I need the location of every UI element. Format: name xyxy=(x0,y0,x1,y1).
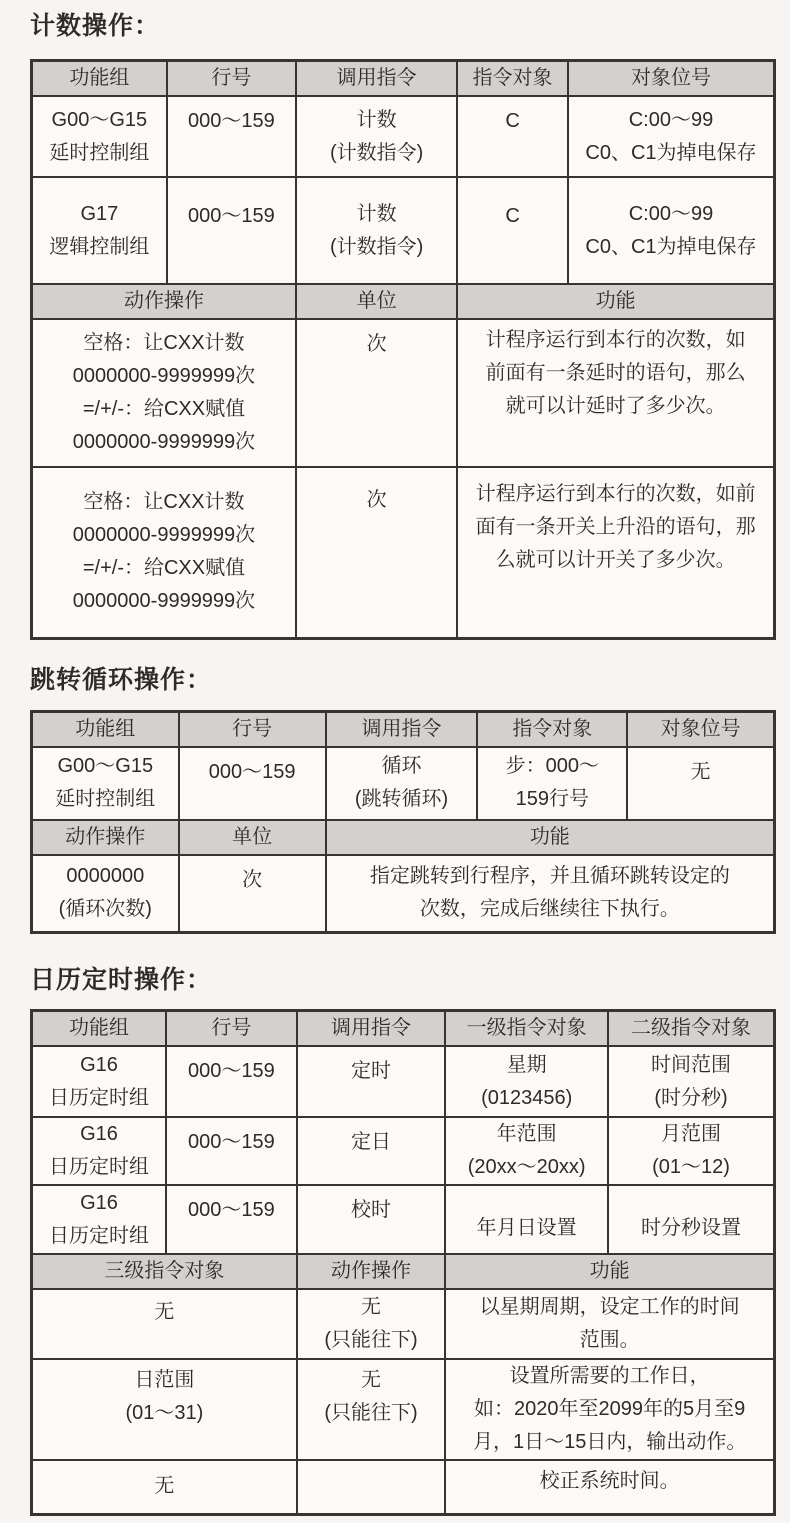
table-header-row xyxy=(32,1254,775,1289)
cell-line: 计程序运行到本行的次数，如前 xyxy=(475,483,756,505)
cell-line: G17 xyxy=(80,202,119,225)
cell-line: 单位 xyxy=(356,290,397,312)
cell xyxy=(296,467,457,638)
cell-line: 0000000-9999999次 xyxy=(72,365,256,387)
table-row xyxy=(32,855,775,933)
cell xyxy=(32,855,179,933)
header-cell xyxy=(179,711,326,747)
cell xyxy=(457,96,568,177)
cell-line: G16 xyxy=(80,1191,118,1214)
cell-line: 延时控制组 xyxy=(55,788,156,810)
table-row xyxy=(32,96,775,177)
cell-line: 无 xyxy=(361,1296,382,1318)
cell-line: 000～159 xyxy=(187,110,275,132)
cell xyxy=(32,1359,297,1460)
cell-line: 对象位号 xyxy=(630,67,711,89)
section-counting xyxy=(30,0,790,640)
header-cell xyxy=(326,820,775,855)
cell xyxy=(32,1046,166,1117)
cell xyxy=(608,1046,774,1117)
cell xyxy=(445,1460,774,1514)
cell-line: 校正系统时间。 xyxy=(539,1470,680,1492)
header-cell xyxy=(445,1011,608,1047)
header-cell xyxy=(32,820,179,855)
cell-line: (只能往下) xyxy=(324,1402,418,1424)
table-header-row xyxy=(32,284,775,319)
cell-line: 000～159 xyxy=(187,1060,275,1082)
cell xyxy=(627,747,774,820)
cell-line: 时分秒设置 xyxy=(641,1217,742,1239)
cell-line: 定时 xyxy=(351,1060,392,1082)
cell-line: 日历定时组 xyxy=(48,1086,149,1109)
cell xyxy=(167,96,296,177)
cell xyxy=(166,1046,297,1117)
cell-line: 行号 xyxy=(211,67,252,89)
cell-line: 次 xyxy=(366,333,387,355)
cell xyxy=(296,96,457,177)
cell-line: 前面有一条延时的语句，那么 xyxy=(485,362,746,384)
cell-line: G00～G15 xyxy=(51,108,148,131)
section-title-calendar-timing: 日历定时操作： xyxy=(30,966,213,994)
table-row xyxy=(32,1460,775,1514)
table-header-row xyxy=(32,820,775,855)
cell-line: (只能往下) xyxy=(324,1329,418,1351)
cell-line: 么就可以计开关了多少次。 xyxy=(495,549,736,571)
header-cell xyxy=(326,711,478,747)
header-cell xyxy=(32,1011,166,1047)
cell-line: 步：000～ xyxy=(505,755,599,777)
cell xyxy=(445,1289,774,1359)
table-row xyxy=(32,177,775,284)
header-cell xyxy=(167,61,296,97)
cell-line: 三级指令对象 xyxy=(104,1260,225,1282)
cell-line: 调用指令 xyxy=(331,1017,412,1039)
cell xyxy=(445,1046,608,1117)
cell xyxy=(32,319,297,467)
cell xyxy=(297,1185,446,1254)
cell-line: 调用指令 xyxy=(336,67,417,89)
cell xyxy=(457,467,774,638)
cell xyxy=(297,1289,446,1359)
cell xyxy=(32,177,167,284)
cell-line: 一级指令对象 xyxy=(466,1017,587,1039)
cell-line: (01～12) xyxy=(652,1156,730,1178)
cell xyxy=(179,747,326,820)
cell-line: 次 xyxy=(242,868,263,891)
header-cell xyxy=(32,1254,297,1289)
header-cell xyxy=(32,711,179,747)
cell-line: 行号 xyxy=(211,1017,252,1039)
cell-line: 计程序运行到本行的次数，如 xyxy=(485,329,746,351)
cell-line: G16 xyxy=(80,1053,118,1076)
header-cell xyxy=(179,820,326,855)
cell-line: 000～159 xyxy=(187,1131,275,1153)
table-row xyxy=(32,747,775,820)
cell xyxy=(326,855,775,933)
cell-line: 指令对象 xyxy=(472,67,553,89)
header-cell xyxy=(608,1011,774,1047)
cell xyxy=(32,467,297,638)
cell xyxy=(32,1289,297,1359)
cell-line: 延时控制组 xyxy=(49,141,150,164)
calendar-timing-table xyxy=(30,1009,776,1516)
cell-line: 无 xyxy=(154,1301,175,1323)
cell-line: 动作操作 xyxy=(331,1260,412,1282)
cell-line: 计数 xyxy=(356,108,397,131)
cell-line: C0、C1为掉电保存 xyxy=(585,141,757,164)
header-cell xyxy=(568,61,775,97)
cell-line: 单位 xyxy=(232,825,273,848)
cell-line: 逻辑控制组 xyxy=(49,235,150,258)
cell xyxy=(457,319,774,467)
cell-line: =/+/-：给CXX赋值 xyxy=(82,398,246,420)
cell xyxy=(166,1117,297,1185)
cell-line: 计数 xyxy=(356,202,397,225)
cell xyxy=(296,177,457,284)
cell-line: 无 xyxy=(154,1475,175,1498)
cell-line: 二级指令对象 xyxy=(631,1017,752,1039)
cell-line: (循环次数) xyxy=(58,898,152,921)
cell-line: C:00～99 xyxy=(628,202,714,225)
header-cell xyxy=(296,61,457,97)
cell-line: (计数指令) xyxy=(329,235,424,258)
cell-line: G16 xyxy=(80,1123,118,1145)
cell-line: (0123456) xyxy=(481,1086,573,1109)
cell-line: 面有一条开关上升沿的语句，那 xyxy=(475,516,756,538)
cell xyxy=(445,1185,608,1254)
cell-line: 以星期周期，设定工作的时间 xyxy=(479,1296,740,1318)
header-cell xyxy=(32,284,297,319)
cell-line: 功能组 xyxy=(69,67,130,89)
header-cell xyxy=(296,284,457,319)
cell xyxy=(166,1185,297,1254)
cell xyxy=(32,1460,297,1514)
cell-line: 月范围 xyxy=(661,1123,722,1145)
cell-line: 159行号 xyxy=(515,788,589,810)
cell xyxy=(297,1460,446,1514)
cell-line: 循环 xyxy=(381,755,422,777)
cell-line: (20xx～20xx) xyxy=(467,1156,586,1178)
table-header-row xyxy=(32,61,775,97)
cell xyxy=(296,319,457,467)
cell-line: 无 xyxy=(361,1369,382,1391)
table-row xyxy=(32,1185,775,1254)
cell xyxy=(297,1117,446,1185)
cell xyxy=(32,96,167,177)
cell-line: 0000000-9999999次 xyxy=(72,590,256,613)
table-row xyxy=(32,1117,775,1185)
header-cell xyxy=(627,711,774,747)
header-cell xyxy=(297,1011,446,1047)
cell-line: C0、C1为掉电保存 xyxy=(585,235,757,258)
cell-line: G00～G15 xyxy=(57,755,154,777)
cell xyxy=(297,1046,446,1117)
table-row xyxy=(32,467,775,638)
cell-line: 对象位号 xyxy=(660,717,741,740)
cell-line: 功能组 xyxy=(68,1017,129,1039)
cell xyxy=(608,1117,774,1185)
cell-line: 指定跳转到行程序，并且循环跳转设定的 xyxy=(369,865,730,888)
cell xyxy=(457,177,568,284)
cell-line: 设置所需要的工作日， xyxy=(509,1365,710,1387)
table-header-row xyxy=(32,1011,775,1047)
cell xyxy=(179,855,326,933)
cell-line: 星期 xyxy=(506,1053,547,1076)
cell-line: 调用指令 xyxy=(361,717,442,740)
cell-line: 行号 xyxy=(232,717,273,740)
cell-line: 空格：让CXX计数 xyxy=(83,491,245,514)
header-cell xyxy=(457,284,774,319)
cell-line: 定日 xyxy=(351,1131,392,1153)
cell-line: 就可以计延时了多少次。 xyxy=(505,395,726,417)
cell xyxy=(568,96,775,177)
cell-line: 动作操作 xyxy=(65,825,146,848)
header-cell xyxy=(445,1254,774,1289)
cell-line: 000～159 xyxy=(208,760,296,783)
cell xyxy=(445,1359,774,1460)
cell xyxy=(167,177,296,284)
cell-line: 指令对象 xyxy=(512,717,593,740)
section-title-counting: 计数操作： xyxy=(30,12,161,40)
header-cell xyxy=(477,711,627,747)
cell-line: 000～159 xyxy=(187,205,275,227)
header-cell xyxy=(457,61,568,97)
table-row xyxy=(32,319,775,467)
cell-line: 次 xyxy=(366,489,387,511)
table-row xyxy=(32,1289,775,1359)
cell xyxy=(326,747,478,820)
header-cell xyxy=(166,1011,297,1047)
cell-line: 日历定时组 xyxy=(48,1156,149,1178)
section-title-jump-loop: 跳转循环操作： xyxy=(30,665,213,694)
cell-line: 日范围 xyxy=(134,1369,195,1391)
cell-line: C xyxy=(505,205,520,227)
cell-line: 0000000-9999999次 xyxy=(72,431,256,453)
cell-line: 功能 xyxy=(529,825,570,848)
cell-line: 月，1日～15日内，输出动作。 xyxy=(472,1431,747,1453)
cell-line: 0000000 xyxy=(66,865,145,888)
cell-line: 年范围 xyxy=(496,1123,557,1145)
cell-line: 次数，完成后继续往下执行。 xyxy=(419,898,680,921)
section-jump-loop xyxy=(30,664,790,935)
cell-line: 功能组 xyxy=(75,717,136,740)
table-header-row xyxy=(32,711,775,747)
cell-line: 功能 xyxy=(589,1260,630,1282)
cell-line: 日历定时组 xyxy=(48,1224,149,1247)
cell-line: (01～31) xyxy=(125,1402,204,1424)
cell xyxy=(477,747,627,820)
cell-line: =/+/-：给CXX赋值 xyxy=(82,557,246,580)
cell-line: 年月日设置 xyxy=(476,1217,577,1239)
cell xyxy=(32,747,179,820)
cell-line: 000～159 xyxy=(187,1199,275,1221)
cell xyxy=(608,1185,774,1254)
table-row xyxy=(32,1359,775,1460)
cell-line: (计数指令) xyxy=(329,141,424,164)
cell xyxy=(32,1117,166,1185)
cell-line: C xyxy=(505,110,520,132)
cell-line: 时间范围 xyxy=(651,1053,732,1076)
cell-line: 动作操作 xyxy=(124,290,204,312)
cell-line: C:00～99 xyxy=(628,108,714,131)
cell-line: 校时 xyxy=(351,1199,392,1221)
cell-line: (时分秒) xyxy=(654,1086,728,1109)
header-cell xyxy=(32,61,167,97)
cell xyxy=(568,177,775,284)
cell-line: 如：2020年至2099年的5月至9 xyxy=(474,1398,746,1420)
jump-loop-table xyxy=(30,710,776,935)
cell-line: 0000000-9999999次 xyxy=(72,524,256,547)
header-cell xyxy=(297,1254,446,1289)
section-calendar-timing xyxy=(30,964,790,1516)
counting-table xyxy=(30,59,776,640)
cell xyxy=(32,1185,166,1254)
cell-line: 空格：让CXX计数 xyxy=(83,332,245,354)
cell-line: (跳转循环) xyxy=(354,788,449,810)
cell-line: 功能 xyxy=(595,290,636,312)
cell xyxy=(445,1117,608,1185)
cell-line: 范围。 xyxy=(579,1329,640,1351)
cell-line: 无 xyxy=(690,760,711,783)
table-row xyxy=(32,1046,775,1117)
cell xyxy=(297,1359,446,1460)
